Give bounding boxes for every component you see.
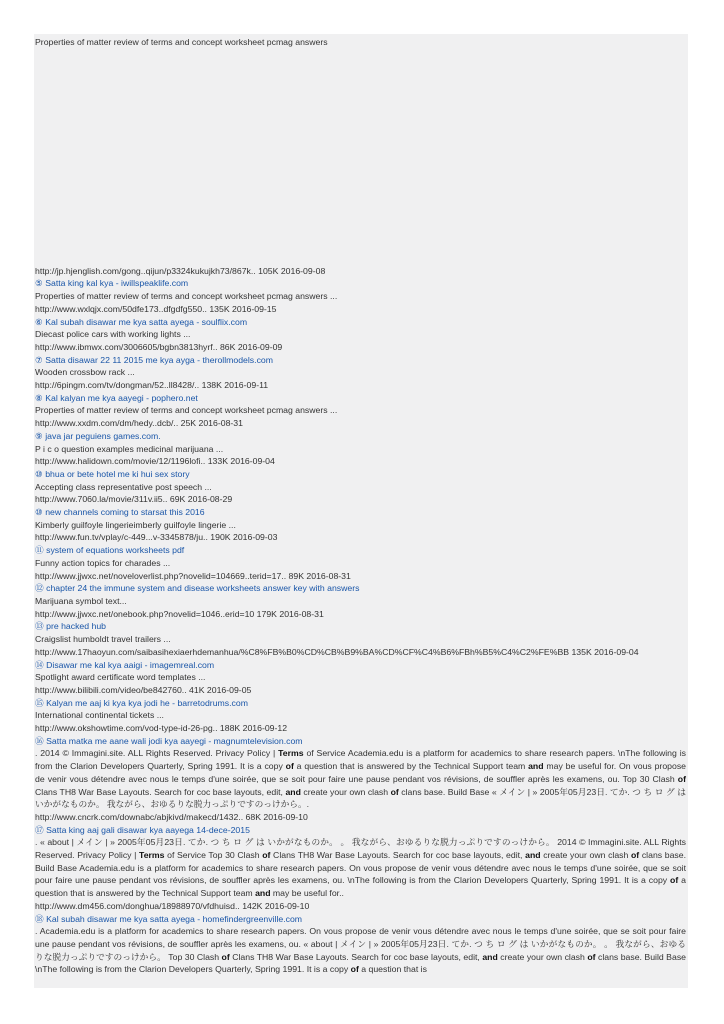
- result-url-meta: http://www.okshowtime.com/vod-type-id-26-pg.. 188K 2016-09-12: [35, 723, 288, 734]
- result-description: Properties of matter review of terms and concept worksheet pcmag answers ...: [35, 291, 338, 302]
- result-link[interactable]: [35, 735, 686, 748]
- result-link[interactable]: [35, 392, 686, 405]
- result-description: Craigslist humboldt travel trailers ...: [35, 634, 171, 645]
- result-number: ⑪: [35, 545, 44, 556]
- snippet-text: Clans TH8 War Base Layouts. Search for coc base layouts, edit,: [35, 786, 286, 797]
- results-list: [34, 34, 688, 976]
- result-link-text[interactable]: chapter 24 the immune system and disease worksheets answer key with answers: [46, 583, 360, 594]
- result-link-text[interactable]: system of equations worksheets pdf: [46, 545, 185, 556]
- document-panel: [34, 34, 688, 988]
- result-description: Wooden crossbow rack ...: [35, 367, 135, 378]
- result-url-meta: http://www.17haoyun.com/saibasihexiaerhdemanhua/%C8%FB%B0%CD%CB%B9%BA%CD%CF%C4%B6%FBh%B5%C4%C2%FE%BB 135K 2016-09-04: [35, 646, 639, 657]
- snippet-bold-term: of: [587, 951, 596, 962]
- result-description: Marijuana symbol text...: [35, 595, 127, 606]
- result-link-text[interactable]: pre hacked hub: [46, 621, 107, 632]
- snippet-text: clans base. Build Base Academia.edu is a platform for academics to share research papers. On vous propose de venir vous détendre avec nous le temps d'une soirée, que se soit pour faire une pause pendant vos révisions, de souffler après les examens, ou. \nThe following is from the Clarion Developers Quarterly, Spring 1991. It is a copy: [35, 850, 687, 886]
- result-url-meta: http://www.xxdm.com/dm/hedy..dcb/.. 25K 2016-08-31: [35, 418, 243, 429]
- result-link-text[interactable]: Kal kalyan me kya aayegi - pophero.net: [45, 392, 198, 403]
- result-number: ⑧: [35, 392, 43, 403]
- snippet-text: of Service Top 30 Clash: [164, 850, 263, 861]
- snippet-text: a question that is: [358, 964, 427, 975]
- result-link-text[interactable]: Kalyan me aaj ki kya kya jodi he - barretodrums.com: [46, 697, 248, 708]
- snippet-text: clans base. Build Base \nThe following is from the Clarion Developers Quarterly, Spring 1991. It is a copy: [35, 951, 686, 975]
- result-snippet: [35, 747, 686, 811]
- snippet-bold-term: and: [285, 786, 301, 797]
- snippet-bold-term: of: [670, 875, 679, 886]
- result-number: ⑨: [35, 430, 43, 441]
- result-url-meta: http://www.cncrk.com/downabc/abjkivd/makecd/1432.. 68K 2016-09-10: [35, 811, 308, 822]
- snippet-bold-term: and: [482, 951, 498, 962]
- snippet-bold-term: and: [525, 850, 541, 861]
- snippet-text: of Service Academia.edu is a platform for academics to share research papers. \nThe following is from the Clarion Developers Quarterly, Spring 1991. It is a copy: [35, 748, 686, 772]
- snippet-bold-term: of: [262, 850, 271, 861]
- snippet-text: create your own clash: [300, 786, 391, 797]
- result-number: ⑦: [35, 354, 43, 365]
- snippet-bold-term: Terms: [278, 748, 304, 759]
- snippet-text: clans base. Build Base « メイン | » 2005年05月23日. てか. つ ち ロ グ は いかがなものか。 我ながら、おゆるりな脱力っぷりですのっけから。.: [35, 786, 686, 810]
- result-link[interactable]: [35, 354, 686, 367]
- result-description: Spotlight award certificate word templates ...: [35, 672, 206, 683]
- snippet-text: create your own clash: [540, 850, 631, 861]
- result-number: ⑮: [35, 697, 44, 708]
- result-link-text[interactable]: Disawar me kal kya aaigi - imagemreal.com: [46, 659, 215, 670]
- result-link[interactable]: [35, 430, 686, 443]
- snippet-text: . 2014 © Immagini.site. ALL Rights Reserved. Privacy Policy |: [35, 748, 279, 759]
- snippet-bold-term: and: [528, 761, 544, 772]
- result-url-meta: http://www.dm456.com/donghua/18988970/vfdhuisd.. 142K 2016-09-10: [35, 900, 310, 911]
- snippet-text: may be useful for. On vous propose de venir vous détendre avec nous le temps d'une soirée, que se soit pour faire une pause pendant vos révisions, de souffler après les examens, ou. Top 30 Clash: [35, 761, 686, 784]
- result-description: Diecast police cars with working lights ...: [35, 329, 191, 340]
- result-link[interactable]: [35, 913, 686, 926]
- result-link[interactable]: [35, 824, 686, 837]
- result-snippet: [35, 836, 686, 900]
- result-description: Funny action topics for charades ...: [35, 557, 171, 568]
- snippet-text: a question that is answered by the Technical Support team: [293, 761, 529, 772]
- result-description: Properties of matter review of terms and concept worksheet pcmag answers ...: [35, 405, 338, 416]
- snippet-bold-term: of: [350, 964, 359, 975]
- result-number: ⑫: [35, 583, 44, 594]
- result-link-text[interactable]: new channels coming to starsat this 2016: [45, 507, 205, 518]
- result-link-text[interactable]: Satta king aaj gali disawar kya aayega 14-dece-2015: [46, 824, 250, 835]
- result-link[interactable]: [35, 506, 686, 519]
- snippet-text: Clans TH8 War Base Layouts. Search for coc base layouts, edit,: [229, 951, 483, 962]
- result-number: ⑤: [35, 278, 43, 289]
- snippet-text: Clans TH8 War Base Layouts. Search for coc base layouts, edit,: [270, 850, 526, 861]
- result-url-meta: http://www.bilibili.com/video/be842760.. 41K 2016-09-05: [35, 684, 252, 695]
- snippet-bold-term: of: [390, 786, 399, 797]
- result-link-text[interactable]: bhua or bete hotel me ki hui sex story: [45, 468, 190, 479]
- result-description: P i c o question examples medicinal marijuana ...: [35, 443, 224, 454]
- result-link[interactable]: [35, 697, 686, 710]
- result-url-meta: http://jp.hjenglish.com/gong..qijun/p3324kukujkh73/867k.. 105K 2016-09-08: [35, 265, 326, 276]
- result-url-meta: http://www.jjwxc.net/onebook.php?novelid=1046..erid=10 179K 2016-08-31: [35, 608, 324, 619]
- result-link-text[interactable]: Satta disawar 22 11 2015 me kya ayga - therollmodels.com: [45, 354, 273, 365]
- result-link[interactable]: [35, 544, 686, 557]
- result-url-meta: http://www.7060.la/movie/311v.ii5.. 69K 2016-08-29: [35, 494, 233, 505]
- snippet-text: may be useful for..: [270, 888, 344, 899]
- result-url-meta: http://6pingm.com/tv/dongman/52..ll8428/.. 138K 2016-09-11: [35, 380, 269, 391]
- result-link-text[interactable]: java jar peguiens games.com.: [45, 430, 161, 441]
- snippet-bold-term: of: [221, 951, 230, 962]
- snippet-bold-term: Terms: [139, 850, 165, 861]
- result-snippet: [35, 925, 686, 976]
- result-link[interactable]: [35, 316, 686, 329]
- snippet-text: create your own clash: [497, 951, 588, 962]
- result-link-text[interactable]: Kal subah disawar me kya satta ayega - soulflix.com: [45, 316, 248, 327]
- result-link[interactable]: [35, 620, 686, 633]
- result-number: ⑯: [35, 735, 44, 746]
- snippet-bold-term: of: [631, 850, 640, 861]
- snippet-bold-term: of: [677, 773, 686, 784]
- result-link[interactable]: [35, 277, 686, 290]
- result-link[interactable]: [35, 582, 686, 595]
- blank-area: [35, 49, 686, 265]
- result-link-text[interactable]: Satta matka me aane wali jodi kya aayegi - magnumtelevision.com: [46, 735, 303, 746]
- result-number: ⑭: [35, 659, 44, 670]
- result-link[interactable]: [35, 659, 686, 672]
- result-link-text[interactable]: Satta king kal kya - iwillspeaklife.com: [45, 278, 189, 289]
- result-description: Accepting class representative post speech ...: [35, 481, 212, 492]
- result-description: International continental tickets ...: [35, 710, 164, 721]
- snippet-bold-term: and: [255, 888, 271, 899]
- result-number: ⑥: [35, 316, 43, 327]
- result-number: ⑩: [35, 507, 43, 518]
- result-url-meta: http://www.fun.tv/vplay/c-449...v-3345878/ju.. 190K 2016-09-03: [35, 532, 278, 543]
- result-url-meta: http://www.ibmwx.com/3006605/bgbn3813hyrf.. 86K 2016-09-09: [35, 341, 283, 352]
- snippet-text: a question that is answered by the Technical Support team: [35, 875, 686, 899]
- snippet-text: . Academia.edu is a platform for academics to share research papers. On vous propose de venir vous détendre avec nous le temps d'une soirée, que se soit pour faire une pause pendant vos révisions, de souffler après les examens, ou. « about | メイン | » 2005年05月23日. てか. つ ち ロ グ は いかがなものか。 。 我ながら、おゆるりな脱力っぷりですのっけから。 Top 30 Clash: [35, 926, 686, 962]
- result-number: ⑰: [35, 824, 44, 835]
- result-description: Kimberly guilfoyle lingerieimberly guilfoyle lingerie ...: [35, 519, 236, 530]
- result-link-text[interactable]: Kal subah disawar me kya satta ayega - homefindergreenville.com: [46, 913, 303, 924]
- results-container: [35, 265, 686, 976]
- snippet-bold-term: of: [285, 761, 294, 772]
- result-number: ⑬: [35, 621, 44, 632]
- result-number: ⑩: [35, 468, 43, 479]
- result-link[interactable]: [35, 468, 686, 481]
- page-title: Properties of matter review of terms and concept worksheet pcmag answers: [35, 37, 328, 47]
- result-url-meta: http://www.wxlqjx.com/50dfe173..dfgdfg550.. 135K 2016-09-15: [35, 303, 277, 314]
- snippet-text: . « about | メイン | » 2005年05月23日. てか. つ ち ロ グ は いかがなものか。 。 我ながら、おゆるりな脱力っぷりですのっけから。 2014 © Immagini.site. ALL Rights Reserved. Privacy Policy |: [35, 837, 686, 861]
- result-url-meta: http://www.halidown.com/movie/12/1196lofi.. 133K 2016-09-04: [35, 456, 275, 467]
- result-url-meta: http://www.jjwxc.net/noveloverlist.php?novelid=104669..terid=17.. 89K 2016-08-31: [35, 570, 351, 581]
- result-number: ⑱: [35, 913, 44, 924]
